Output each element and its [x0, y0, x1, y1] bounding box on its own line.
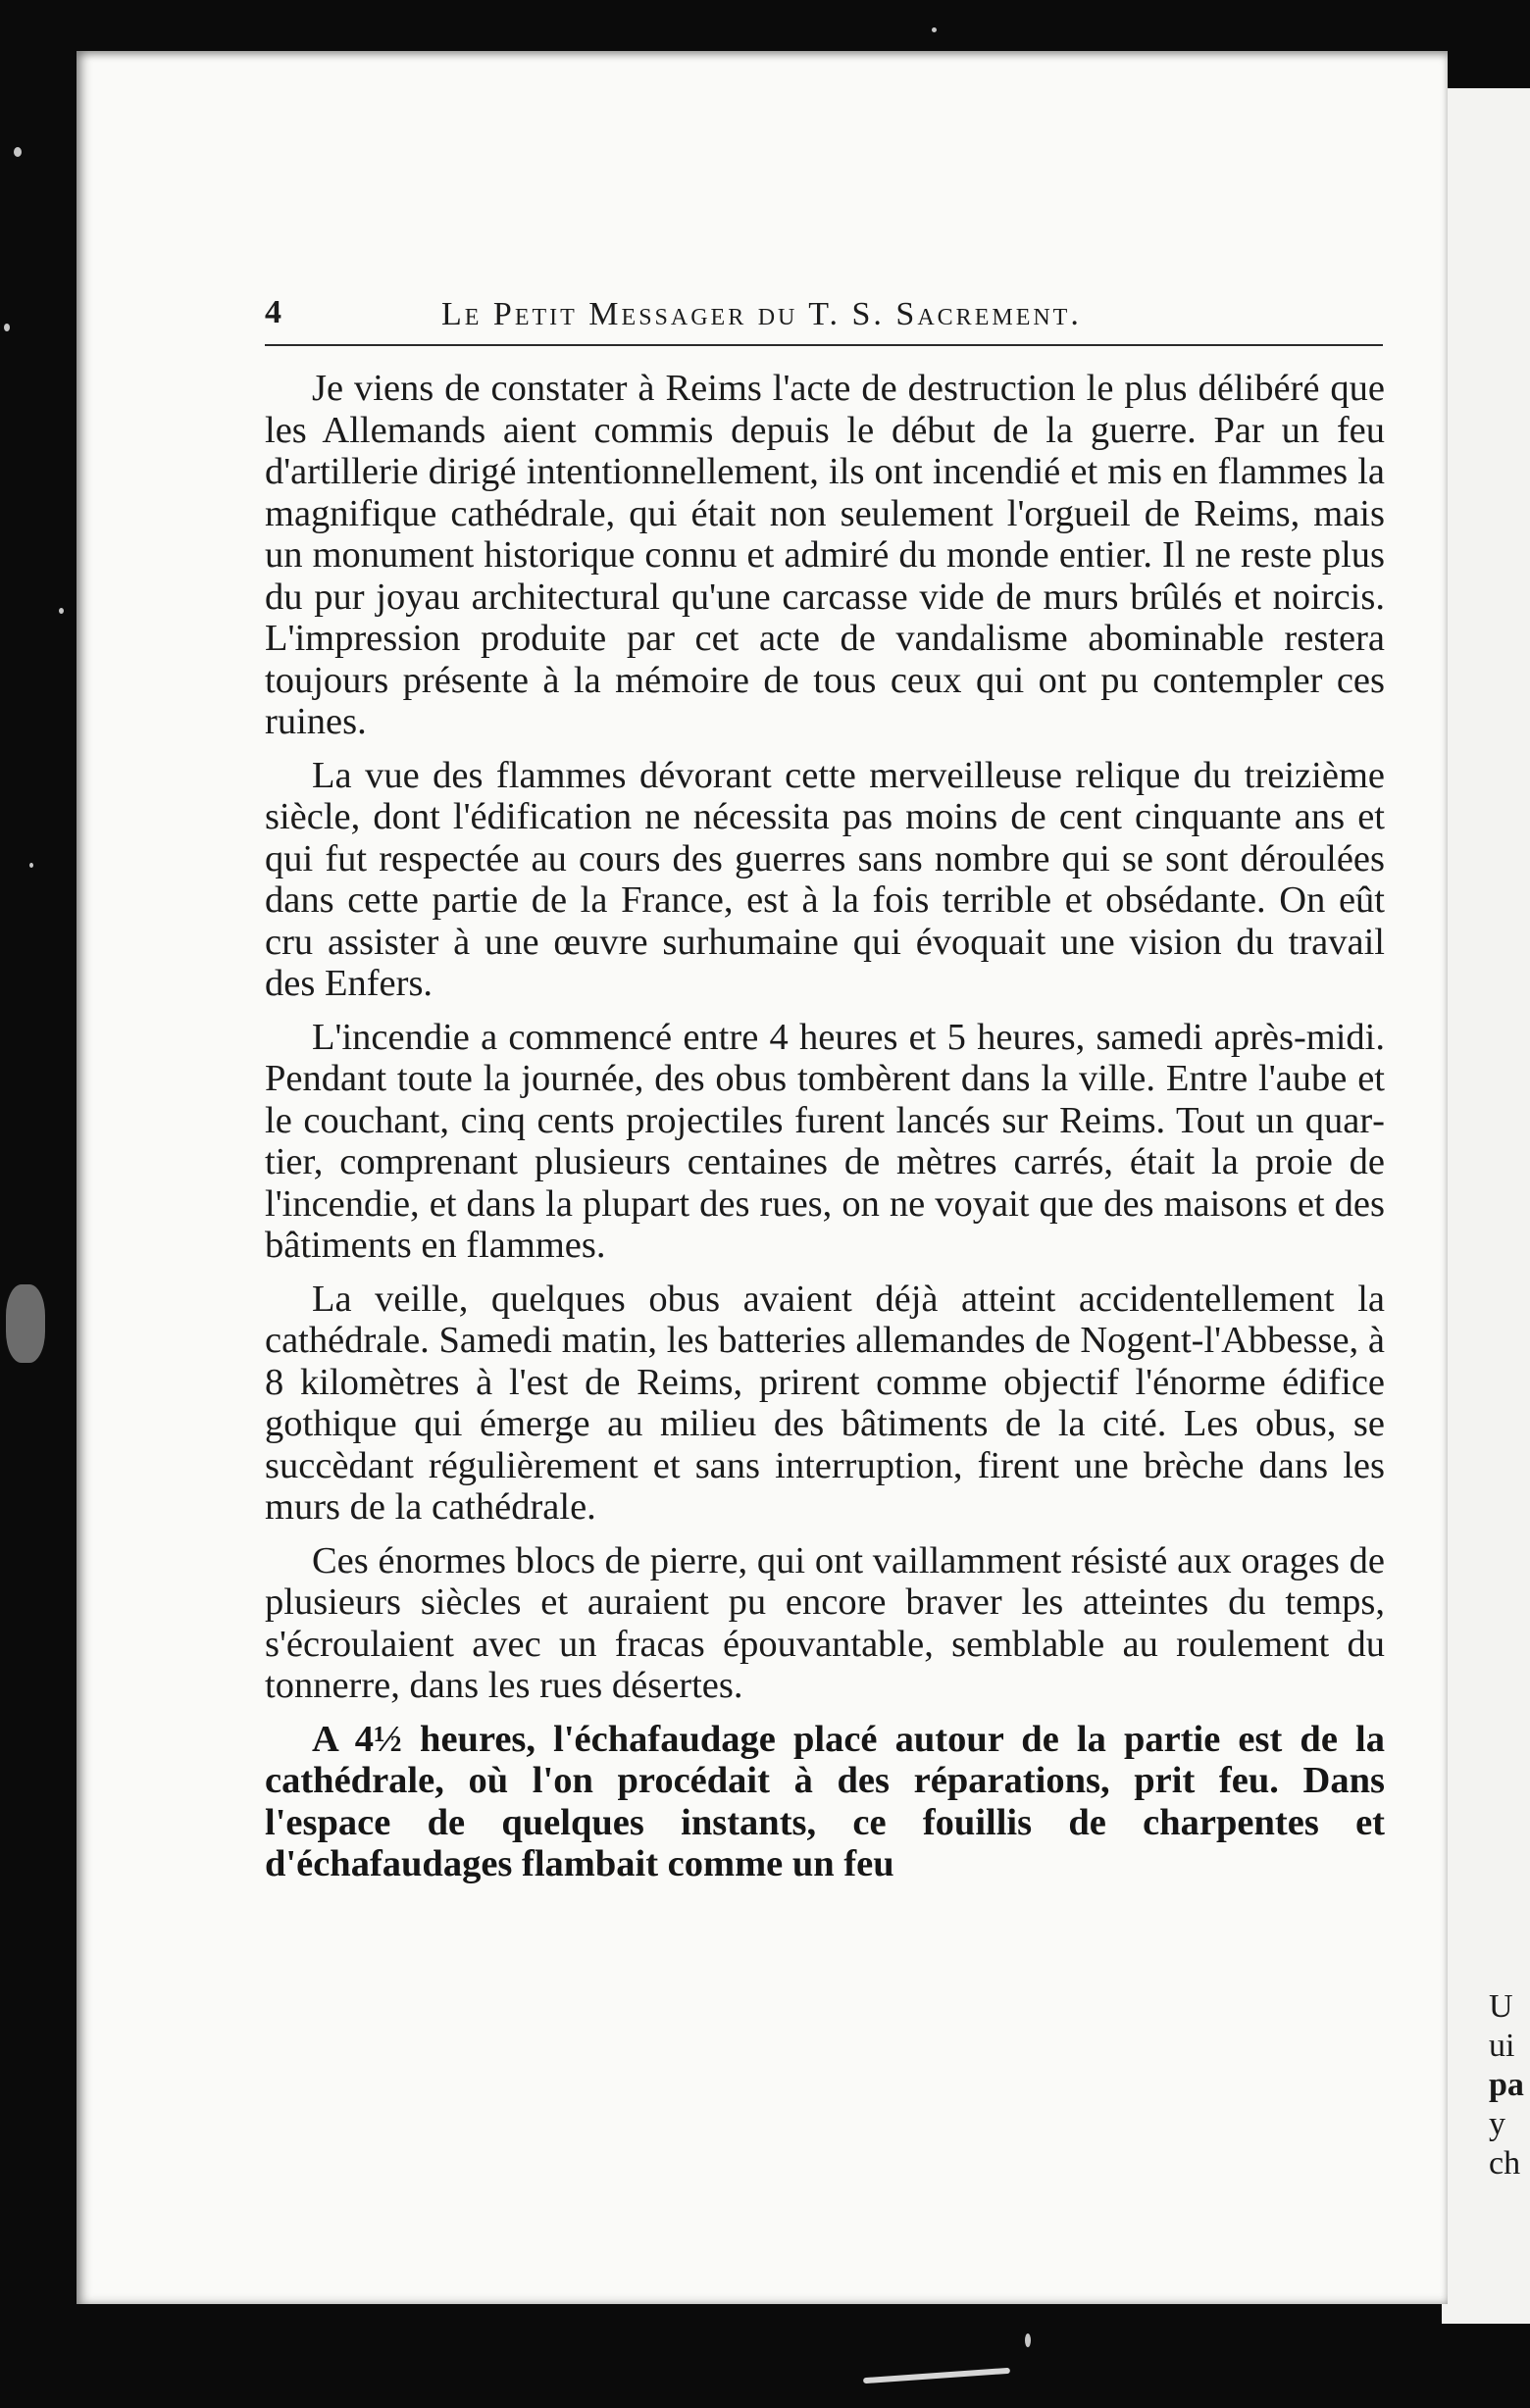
- page-number: 4: [265, 294, 281, 330]
- facing-page-fragment: pa: [1489, 2067, 1524, 2103]
- scan-blotch: [6, 1284, 45, 1363]
- scan-scratch: [863, 2368, 1010, 2383]
- paragraph: La vue des flammes dévorant cette merveilleuse relique du treizième siècle, dont l'édification ne nécessita pas moins de cent cinquante ans et qui fut respectée au cours des guerres sans nombre qui se sont déroulées dans cette partie de la France, est à la fois terrible et obsédante. On eût cru assister à une œuvre surhumaine qui évoquait une vision du travail des Enfers.: [265, 754, 1385, 1004]
- facing-page-edge: [1442, 88, 1530, 2324]
- scan-speck: [14, 147, 22, 157]
- scan-speck: [59, 608, 64, 614]
- paragraph: Ces énormes blocs de pierre, qui ont vaillamment résisté aux orages de plusieurs siècles et auraient pu encore braver les atteintes du temps, s'écroulaient avec un fracas épouvantable, semblable au roulement du tonnerre, dans les rues désertes.: [265, 1539, 1385, 1706]
- paragraph: Je viens de constater à Reims l'acte de destruction le plus délibéré que les Allemands aient commis depuis le début de la guerre. Par un feu d'artillerie dirigé intentionnellement, ils ont incendié et mis en flammes la magnifique cathédrale, qui était non seulement l'orgueil de Reims, mais un monument historique connu et admiré du monde entier. Il ne reste plus du pur joyau architectural qu'une carcasse vide de murs brûlés et noircis. L'impression produite par cet acte de vandalisme abominable restera toujours présente à la mémoire de tous ceux qui ont pu contempler ces ruines.: [265, 368, 1385, 742]
- running-head: [265, 294, 1383, 333]
- scan-speck: [1025, 2333, 1031, 2347]
- facing-page-fragment: ch: [1489, 2145, 1521, 2182]
- header-rule: [265, 344, 1383, 346]
- facing-page-fragment: U: [1489, 1988, 1513, 2025]
- facing-page-fragment: ui: [1489, 2028, 1515, 2064]
- scan-speck: [4, 324, 10, 331]
- paragraph: L'incendie a commencé entre 4 heures et 5 heures, samedi après-midi. Pendant toute la journée, des obus tombèrent dans la ville. Entre l'aube et le couchant, cinq cents projectiles furent lancés sur Reims. Tout un quartier, comprenant plusieurs centaines de mètres carrés, était la proie de l'incendie, et dans la plupart des rues, on ne voyait que des maisons et des bâtiments en flammes.: [265, 1016, 1385, 1266]
- facing-page-fragment: y: [1489, 2106, 1505, 2142]
- body-text: [265, 368, 1385, 1897]
- scan-speck: [932, 27, 937, 32]
- running-title: Le Petit Messager du T. S. Sacrement.: [441, 296, 1082, 332]
- paragraph: La veille, quelques obus avaient déjà atteint accidentellement la cathédrale. Samedi matin, les batteries allemandes de Nogent-l'Abbesse, à 8 kilomètres à l'est de Reims, prirent comme objectif l'énorme édifice gothique qui émerge au milieu des bâtiments de la cité. Les obus, se succèdant régulièrement et sans interruption, firent une brèche dans les murs de la cathédrale.: [265, 1278, 1385, 1528]
- paragraph: A 4½ heures, l'échafaudage placé autour de la partie est de la cathédrale, où l'on procédait à des réparations, prit feu. Dans l'espace de quelques instants, ce fouillis de charpentes et d'échafaudages flambait comme un feu: [265, 1718, 1385, 1884]
- scan-speck: [29, 863, 33, 868]
